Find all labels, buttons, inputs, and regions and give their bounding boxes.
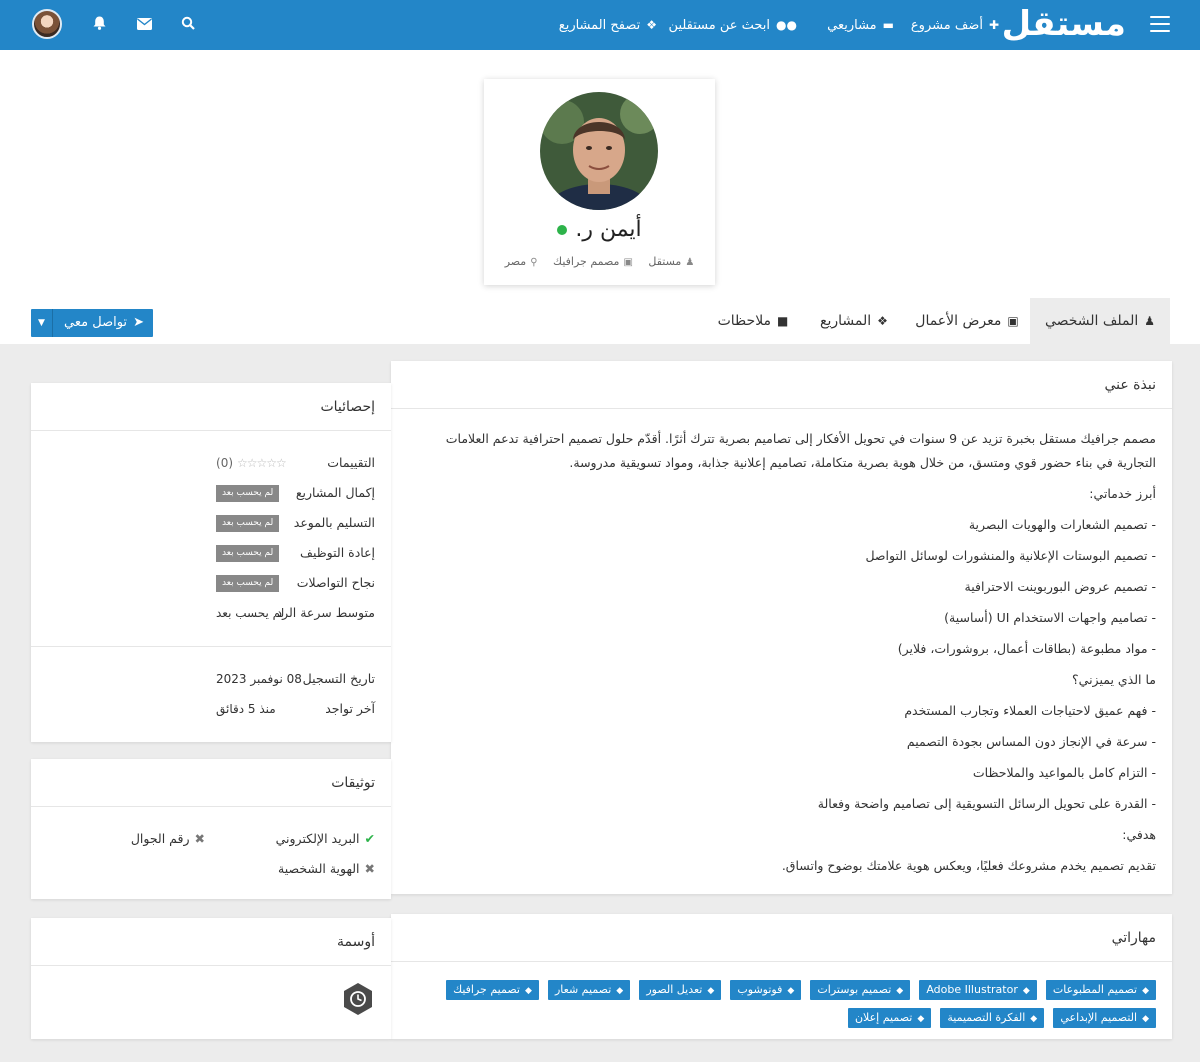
profile-specialty xyxy=(553,255,633,268)
skill-tag-label: تعديل الصور xyxy=(646,983,703,996)
tab-profile-label: الملف الشخصي xyxy=(1044,313,1139,329)
user-icon: ♟ xyxy=(1144,314,1156,328)
user-avatar[interactable] xyxy=(32,9,62,39)
not-calculated-badge: لم يحسب بعد xyxy=(216,545,279,562)
verification-phone-label: رقم الجوال xyxy=(130,831,190,846)
folder-icon: ▬ xyxy=(882,18,894,32)
cubes-icon: ❖ xyxy=(877,314,888,328)
nav-add-project-label: أضف مشروع xyxy=(910,18,983,33)
bell-icon[interactable] xyxy=(88,14,110,36)
skill-tag[interactable] xyxy=(919,980,1036,1000)
stat-value xyxy=(216,478,279,508)
skill-tag[interactable] xyxy=(848,1008,931,1028)
tag-icon: ◆ xyxy=(787,986,795,996)
not-calculated-badge: لم يحسب بعد xyxy=(216,485,279,502)
stat-label: آخر تواجد xyxy=(325,701,375,716)
paper-plane-icon: ➤ xyxy=(133,315,144,330)
profile-card xyxy=(484,79,715,285)
stat-row-last-seen xyxy=(31,694,391,724)
service-item: - تصميم عروض البوربوينت الاحترافية xyxy=(964,579,1156,594)
service-item: - تصميم الشعارات والهويات البصرية xyxy=(968,517,1156,532)
stat-label: التسليم بالموعد xyxy=(293,515,375,530)
verifications-panel xyxy=(31,759,391,899)
about-panel xyxy=(391,361,1172,894)
skill-tag[interactable] xyxy=(548,980,630,1000)
stat-value xyxy=(216,538,279,568)
nav-find-freelancers-label: ابحث عن مستقلين xyxy=(668,18,771,33)
services-heading: أبرز خدماتي: xyxy=(1089,486,1156,501)
tab-projects[interactable] xyxy=(804,298,904,344)
nav-add-project[interactable] xyxy=(911,0,999,50)
verification-email xyxy=(276,831,375,846)
times-icon: ✖ xyxy=(364,861,375,876)
tab-notes-label: ملاحظات xyxy=(717,313,772,329)
skills-title: مهاراتي xyxy=(391,914,1172,962)
verifications-title: توثيقات xyxy=(31,759,391,807)
stat-label: إكمال المشاريع xyxy=(295,485,375,500)
distinct-heading: ما الذي يميزني؟ xyxy=(1072,672,1156,687)
goal-heading: هدفي: xyxy=(1122,827,1156,842)
tag-icon: ◆ xyxy=(1022,986,1030,996)
stat-value: 08 نوفمبر 2023 xyxy=(216,672,302,686)
profile-name: أيمن ر. xyxy=(575,217,642,242)
nav-browse-projects[interactable] xyxy=(559,0,657,50)
tab-portfolio-label: معرض الأعمال xyxy=(915,313,1002,329)
stat-label: تاريخ التسجيل xyxy=(302,671,375,686)
skill-tag[interactable] xyxy=(1046,980,1156,1000)
nav-browse-projects-label: تصفح المشاريع xyxy=(558,18,641,33)
stat-row-ratings xyxy=(31,448,391,478)
nav-my-projects[interactable] xyxy=(827,0,894,50)
rating-count: (0) xyxy=(216,456,234,470)
stats-title: إحصائيات xyxy=(31,383,391,431)
sticky-note-icon: ■ xyxy=(777,314,789,328)
verification-identity-label: الهوية الشخصية xyxy=(278,861,360,876)
not-calculated-badge: لم يحسب بعد xyxy=(216,575,279,592)
about-body xyxy=(391,409,1172,878)
times-icon: ✖ xyxy=(194,831,205,846)
check-icon: ✔ xyxy=(364,831,375,846)
verification-email-label: البريد الإلكتروني xyxy=(275,831,360,846)
nav-find-freelancers[interactable] xyxy=(669,0,797,50)
skill-tag-label: تصميم بوسترات xyxy=(817,983,892,996)
nav-my-projects-label: مشاريعي xyxy=(827,18,877,33)
about-title: نبذة عني xyxy=(391,361,1172,409)
goal-text: تقديم تصميم يخدم مشروعك فعليًا، ويعكس هوية علامتك بوضوح واتساق. xyxy=(781,858,1156,873)
service-item: - مواد مطبوعة (بطاقات أعمال، بروشورات، فلاير) xyxy=(897,641,1156,656)
verification-phone xyxy=(131,831,205,846)
map-marker-icon: ⚲ xyxy=(530,257,538,268)
distinct-item: - فهم عميق لاحتياجات العملاء وتجارب المستخدم xyxy=(904,703,1156,718)
briefcase-icon: ▣ xyxy=(623,257,633,268)
profile-role-label: مستقل xyxy=(648,255,682,268)
service-item: - تصميم البوستات الإعلانية والمنشورات لوسائل التواصل xyxy=(865,548,1156,563)
rating-stars-icon: ☆☆☆☆☆ xyxy=(237,456,286,470)
stat-value xyxy=(216,508,279,538)
stat-label: إعادة التوظيف xyxy=(300,545,375,560)
profile-role xyxy=(648,255,694,268)
stat-row xyxy=(31,538,391,568)
tab-notes[interactable] xyxy=(703,298,803,344)
tag-icon: ◆ xyxy=(1142,986,1149,996)
tag-icon: ◆ xyxy=(1142,1014,1149,1024)
user-icon: ♟ xyxy=(685,257,695,268)
chevron-down-icon[interactable]: ▼ xyxy=(31,309,53,337)
badges-title: أوسمة xyxy=(31,918,391,966)
online-status-dot xyxy=(557,225,567,235)
skills-panel xyxy=(391,914,1172,1039)
stat-value xyxy=(216,448,286,478)
skill-tag-label: الفكرة التصميمية xyxy=(947,1011,1026,1024)
briefcase-icon: ▣ xyxy=(1007,314,1019,328)
tag-icon: ◆ xyxy=(1030,1014,1038,1024)
distinct-item: - التزام كامل بالمواعيد والملاحظات xyxy=(972,765,1156,780)
contact-button-main[interactable] xyxy=(55,309,153,337)
stat-label: التقييمات xyxy=(327,455,375,470)
profile-country-label: مصر xyxy=(504,255,527,268)
stat-value: لم يحسب بعد xyxy=(216,606,285,620)
skill-tag[interactable] xyxy=(940,1008,1044,1028)
stats-panel xyxy=(31,383,391,742)
divider xyxy=(31,646,391,647)
tag-icon: ◆ xyxy=(524,986,532,996)
clock-badge-icon[interactable] xyxy=(342,982,374,1016)
skill-tag-label: تصميم إعلان xyxy=(854,1011,913,1024)
cubes-icon: ❖ xyxy=(646,18,657,32)
stat-row-registered xyxy=(31,664,391,694)
service-item: - تصاميم واجهات الاستخدام UI (أساسية) xyxy=(944,610,1156,625)
top-navbar xyxy=(0,0,1200,50)
skill-tag-label: Adobe Illustrator xyxy=(926,983,1018,996)
skill-tag-label: تصميم المطبوعات xyxy=(1052,983,1138,996)
not-calculated-badge: لم يحسب بعد xyxy=(216,515,279,532)
tag-icon: ◆ xyxy=(707,986,715,996)
envelope-icon[interactable] xyxy=(133,14,155,36)
stat-label: متوسط سرعة الرد xyxy=(276,605,375,620)
tab-portfolio[interactable] xyxy=(905,298,1029,344)
tab-projects-label: المشاريع xyxy=(820,313,872,329)
stat-label: نجاح التواصلات xyxy=(296,575,375,590)
skill-tag[interactable] xyxy=(446,980,539,1000)
stat-value: منذ 5 دقائق xyxy=(216,702,276,716)
distinct-item: - القدرة على تحويل الرسائل التسويقية إلى تصاميم واضحة وفعالة xyxy=(817,796,1156,811)
skill-tag-label: فوتوشوب xyxy=(737,983,783,996)
menu-icon[interactable] xyxy=(1150,16,1170,32)
contact-button[interactable] xyxy=(31,309,153,337)
skill-tag-label: تصميم جرافيك xyxy=(453,983,520,996)
skill-tag[interactable] xyxy=(810,980,910,1000)
about-intro: مصمم جرافيك مستقل بخبرة تزيد عن 9 سنوات في تحويل الأفكار إلى تصاميم بصرية تترك أثرًا. أقدّم حلول تصميم احترافية تدعم العلامات التجارية في بناء حضور قوي ومتسق، من خلال هوية بصرية متكاملة، تصاميم إعلانية جذابة، ومواد تسويقية مدروسة. xyxy=(445,431,1156,470)
plus-icon: ✚ xyxy=(988,18,999,32)
users-icon: ●● xyxy=(776,18,797,32)
stat-row xyxy=(31,508,391,538)
skill-tag-label: تصميم شعار xyxy=(555,983,612,996)
distinct-item: - سرعة في الإنجاز دون المساس بجودة التصميم xyxy=(906,734,1156,749)
search-icon[interactable] xyxy=(177,14,199,36)
profile-country xyxy=(505,255,538,268)
tag-icon: ◆ xyxy=(616,986,624,996)
verification-identity xyxy=(278,861,375,876)
profile-specialty-label: مصمم جرافيك xyxy=(553,255,620,268)
badges-panel xyxy=(31,918,391,1039)
contact-button-label: تواصل معي xyxy=(64,315,128,330)
profile-name-row xyxy=(484,217,715,242)
skill-tag[interactable] xyxy=(730,980,801,1000)
tab-profile[interactable] xyxy=(1030,298,1170,344)
stat-row xyxy=(31,478,391,508)
tag-icon: ◆ xyxy=(917,1014,925,1024)
profile-photo xyxy=(540,92,658,210)
skill-tag-label: التصميم الإبداعي xyxy=(1060,1011,1138,1024)
stat-value xyxy=(216,568,279,598)
stat-row xyxy=(31,568,391,598)
stat-row-response xyxy=(31,598,391,628)
skills-list xyxy=(391,962,1172,1036)
logo[interactable]: مستقل xyxy=(1001,4,1126,44)
profile-meta xyxy=(484,255,715,268)
tag-icon: ◆ xyxy=(896,986,904,996)
skill-tag[interactable] xyxy=(639,980,721,1000)
skill-tag[interactable] xyxy=(1053,1008,1156,1028)
